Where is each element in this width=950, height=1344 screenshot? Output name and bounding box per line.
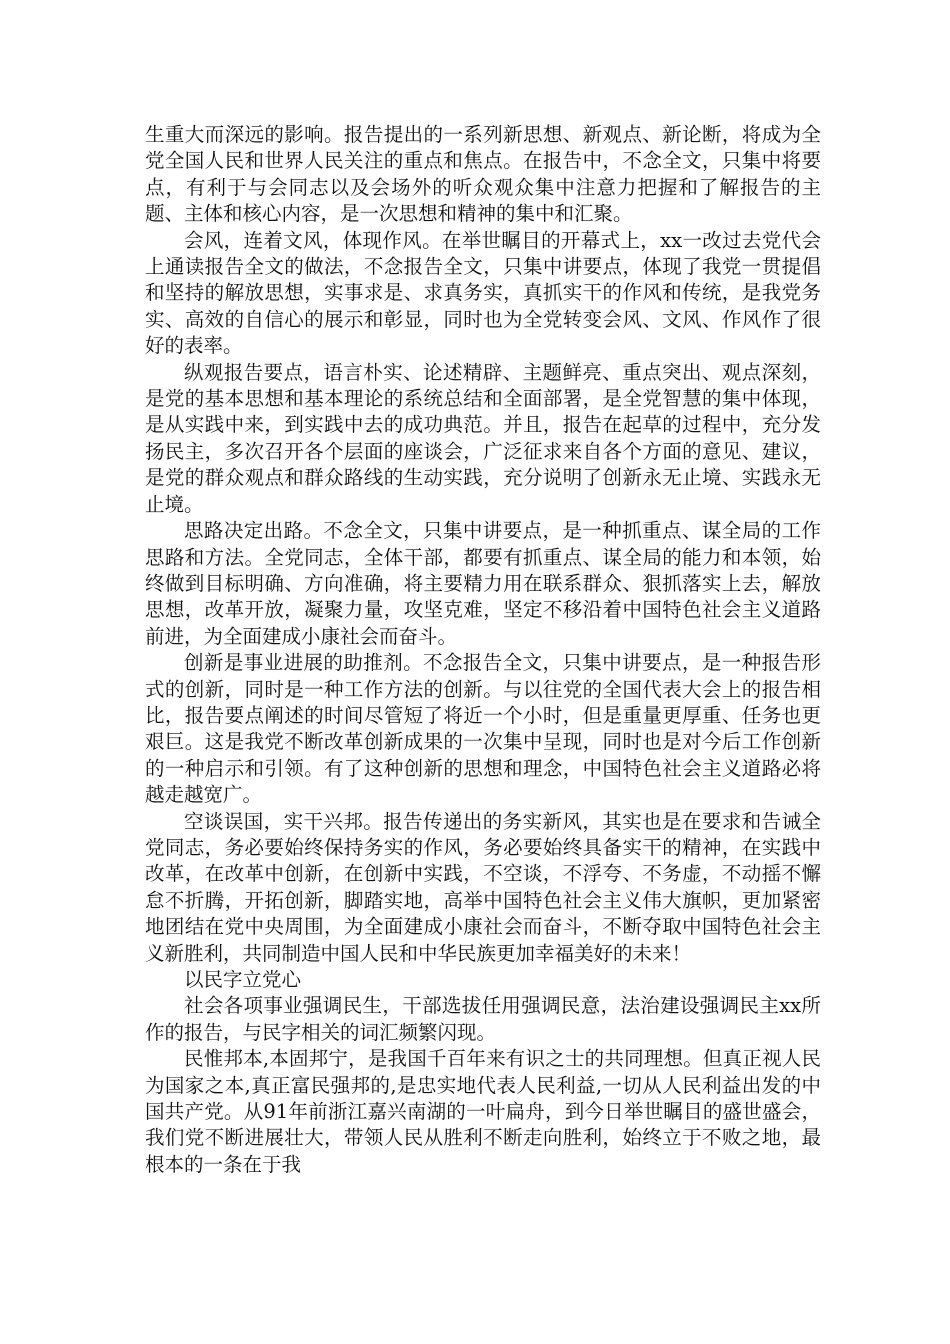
paragraph-7: 社会各项事业强调民生，干部选拔任用强调民意，法治建设强调民主xx所作的报告，与民字相关的词汇频繁闪现。: [145, 994, 821, 1044]
paragraph-1: 生重大而深远的影响。报告提出的一系列新思想、新观点、新论断，将成为全党全国人民和世界人民关注的重点和焦点。在报告中，不念全文，只集中将要点，有利于与会同志以及会场外的听众观众集中注意力把握和了解报告的主题、主体和核心内容，是一次思想和精神的集中和汇聚。: [145, 123, 821, 226]
paragraph-8: 民惟邦本,本固邦宁，是我国千百年来有识之士的共同理想。但真正视人民为国家之本,真正富民强邦的,是忠实地代表人民利益,一切从人民利益出发的中国共产党。从91年前浙江嘉兴南湖的一叶扁舟，到今日举世瞩目的盛世盛会，我们党不断进展壮大，带领人民从胜利不断走向胜利，始终立于不败之地，最根本的一条在于我: [145, 1047, 821, 1176]
paragraph-4: 思路决定出路。不念全文，只集中讲要点，是一种抓重点、谋全局的工作思路和方法。全党同志，全体干部，都要有抓重点、谋全局的能力和本领，始终做到目标明确、方向准确，将主要精力用在联系群众、狠抓落实上去，解放思想，改革开放，凝聚力量，攻坚克难，坚定不移沿着中国特色社会主义道路前进，为全面建成小康社会而奋斗。: [145, 519, 821, 648]
document-body: [145, 122, 821, 1178]
paragraph-6: 空谈误国，实干兴邦。报告传递出的务实新风，其实也是在要求和告诫全党同志，务必要始终保持务实的作风，务必要始终具备实干的精神，在实践中改革，在改革中创新，在创新中实践，不空谈，不浮夸、不务虚，不动摇不懈怠不折腾，开拓创新，脚踏实地，高举中国特色社会主义伟大旗帜，更加紧密地团结在党中央周围，为全面建成小康社会而奋斗，不断夺取中国特色社会主义新胜利，共同制造中国人民和中华民族更加幸福美好的未来！: [145, 809, 821, 965]
paragraph-5: 创新是事业进展的助推剂。不念报告全文，只集中讲要点，是一种报告形式的创新，同时是一种工作方法的创新。与以往党的全国代表大会上的报告相比，报告要点阐述的时间尽管短了将近一个小时，但是重量更厚重、任务也更艰巨。这是我党不断改革创新成果的一次集中呈现，同时也是对今后工作创新的一种启示和引领。有了这种创新的思想和理念，中国特色社会主义道路必将越走越宽广。: [145, 651, 821, 807]
section-heading: 以民字立党心: [184, 968, 302, 991]
paragraph-3: 纵观报告要点，语言朴实、论述精辟、主题鲜亮、重点突出、观点深刻，是党的基本思想和基本理论的系统总结和全面部署，是全党智慧的集中体现，是从实践中来，到实践中去的成功典范。并且，报告在起草的过程中，充分发扬民主，多次召开各个层面的座谈会，广泛征求来自各个方面的意见、建议，是党的群众观点和群众路线的生动实践，充分说明了创新永无止境、实践永无止境。: [145, 360, 821, 516]
paragraph-2: 会风，连着文风，体现作风。在举世瞩目的开幕式上，xx一改过去党代会上通读报告全文的做法，不念报告全文，只集中讲要点，体现了我党一贯提倡和坚持的解放思想，实事求是、求真务实，真抓实干的作风和传统，是我党务实、高效的自信心的展示和彰显，同时也为全党转变会风、文风、作风作了很好的表率。: [145, 228, 821, 358]
